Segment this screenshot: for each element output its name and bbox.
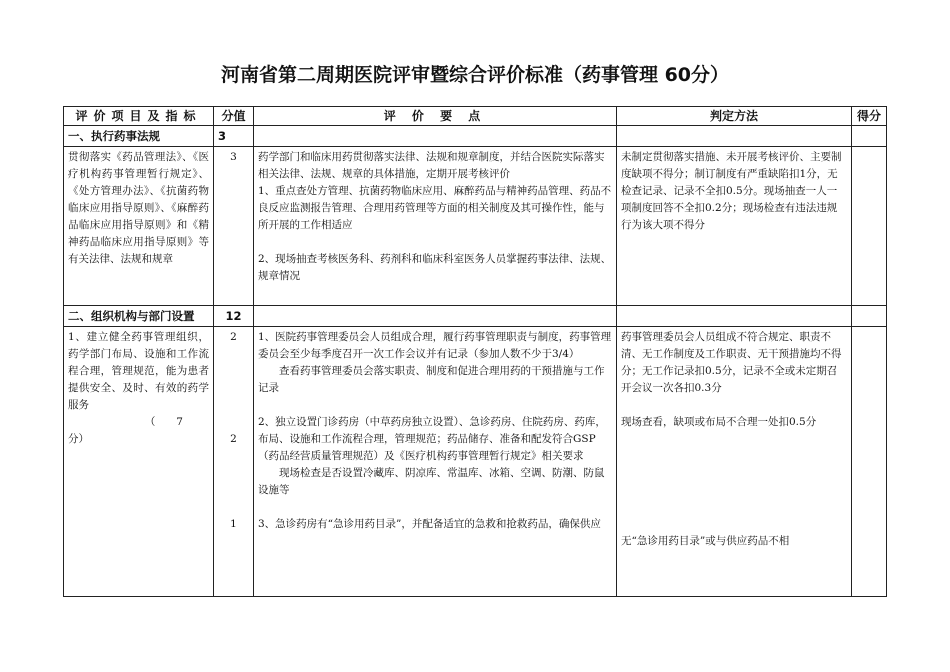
header-got: 得分	[852, 107, 887, 126]
section-row-2	[64, 306, 887, 327]
score-cell	[214, 327, 254, 597]
point-text: 2、独立设置门诊药房（中草药房独立设置）、急诊药房、住院药房、药库，布局、设施和工作流程合理，管理规范；药品储存、准备和配发符合GSP（药品经营质量管理规范）及《医疗机构药事管理暂行规定》相关要求	[258, 416, 606, 462]
method-cell: 未制定贯彻落实措施、未开展考核评价、主要制度缺项不得分；制订制度有严重缺陷扣1分，无检查记录、记录不全扣0.5分。现场抽查一人一项制度回答不全扣0.2分；现场检查有违法违规行为该大项不得分	[617, 147, 852, 306]
item-cell: 贯彻落实《药品管理法》、《医疗机构药事管理暂行规定》、《处方管理办法》、《抗菌药物临床应用指导原则》、《麻醉药品临床应用指导原则》和《精神药品临床应用指导原则》等有关法律、法规和规章	[64, 147, 214, 306]
section-label: 二、组织机构与部门设置	[64, 306, 214, 327]
point-text: 1、医院药事管理委员会人员组成合理，履行药事管理职责与制度，药事管理委员会至少每季度召开一次工作会议并有记录（参加人数不少于3/4）	[258, 331, 612, 360]
item-score-text: 分）	[68, 433, 89, 445]
header-points: 评 价 要 点	[254, 107, 617, 126]
evaluation-table	[63, 106, 887, 597]
point-text: 药学部门和临床用药贯彻落实法律、法规和规章制度，并结合医院实际落实相关法律、法规、规章的具体措施，定期开展考核评价	[258, 151, 605, 180]
got-cell	[852, 327, 887, 597]
section-score: 3	[214, 126, 254, 147]
score-cell: 3	[214, 147, 254, 306]
page-title: 河南省第二周期医院评审暨综合评价标准（药事管理 60分）	[220, 64, 730, 86]
table-row	[64, 327, 887, 597]
section-row-1	[64, 126, 887, 147]
score-value: 2	[230, 331, 237, 343]
header-item: 评价项目及指标	[64, 107, 214, 126]
points-cell	[254, 147, 617, 306]
header-row	[64, 107, 887, 126]
point-text: 查看药事管理委员会落实职责、制度和促进合理用药的干预措施与工作记录	[258, 365, 605, 394]
table-row	[64, 147, 887, 306]
item-text: 1、建立健全药事管理组织，药学部门布局、设施和工作流程合理，管理规范，能为患者提供安全、及时、有效的药学服务	[68, 331, 209, 411]
item-cell	[64, 327, 214, 597]
header-score: 分值	[214, 107, 254, 126]
point-text: 2、现场抽查考核医务科、药剂科和临床科室医务人员掌握药事法律、法规、规章情况	[258, 253, 612, 282]
header-method: 判定方法	[617, 107, 852, 126]
method-text: 无“急诊用药目录”或与供应药品不相	[621, 535, 790, 547]
score-value: 2	[230, 433, 237, 445]
point-text: 现场检查是否设置冷藏库、阴凉库、常温库、冰箱、空调、防潮、防鼠设施等	[258, 467, 605, 496]
score-value: 1	[230, 518, 237, 530]
method-text: 药事管理委员会人员组成不符合规定、职责不清、无工作制度及工作职责、无干预措施均不得分；无工作记录扣0.5分，记录不全或未定期召开会议一次各扣0.3分	[621, 331, 842, 394]
item-score-text: （ 7	[144, 416, 183, 428]
method-cell	[617, 327, 852, 597]
section-label: 一、执行药事法规	[64, 126, 214, 147]
section-score: 12	[214, 306, 254, 327]
got-cell	[852, 147, 887, 306]
point-text: 3、急诊药房有“急诊用药目录”，并配备适宜的急救和抢救药品，确保供应	[258, 518, 601, 530]
point-text: 1、重点查处方管理、抗菌药物临床应用、麻醉药品与精神药品管理、药品不良反应监测报告管理、合理用药管理等方面的相关制度及其可操作性，能与所开展的工作相适应	[258, 185, 612, 231]
points-cell	[254, 327, 617, 597]
method-text: 现场查看，缺项或布局不合理一处扣0.5分	[621, 416, 817, 428]
